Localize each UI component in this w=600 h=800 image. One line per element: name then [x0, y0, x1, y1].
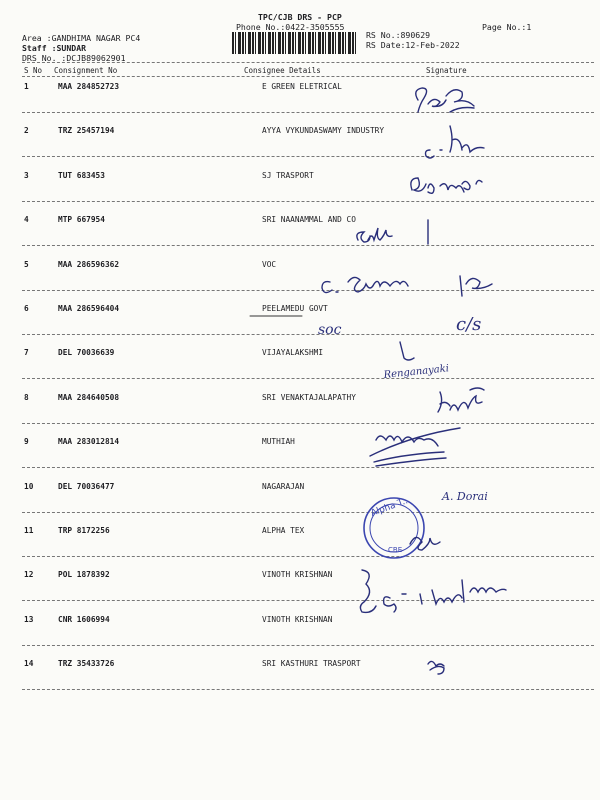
row-sno: 11: [24, 526, 34, 535]
row-divider: [22, 600, 594, 601]
consignee-name: MUTHIAH: [262, 437, 295, 446]
table-row: [0, 526, 600, 570]
consignment-number: DEL 70036477: [58, 482, 115, 491]
consignee-name: SRI NAANAMMAL AND CO: [262, 215, 356, 224]
table-row: [0, 437, 600, 481]
row-divider: [22, 423, 594, 424]
row-sno: 12: [24, 570, 34, 579]
consignment-number: MAA 284852723: [58, 82, 120, 91]
consignee-name: ALPHA TEX: [262, 526, 305, 535]
table-row: [0, 570, 600, 614]
handwritten-signature: Renganayaki: [383, 363, 450, 381]
rs-date: RS Date:12-Feb-2022: [366, 40, 460, 50]
consignee-name: E GREEN ELETRICAL: [262, 82, 342, 91]
table-row: [0, 260, 600, 304]
consignee-name: PEELAMEDU GOVT: [262, 304, 328, 313]
handwritten-signature: A. Dorai: [442, 490, 488, 503]
table-row: [0, 348, 600, 392]
row-sno: 5: [24, 260, 29, 269]
row-sno: 2: [24, 126, 29, 135]
consignee-name: NAGARAJAN: [262, 482, 305, 491]
table-row: [0, 393, 600, 437]
consignment-number: DEL 70036639: [58, 348, 115, 357]
row-divider: [22, 378, 594, 379]
consignment-number: MAA 283012814: [58, 437, 120, 446]
handwritten-note: c/s: [456, 314, 482, 335]
consignee-name: VOC: [262, 260, 277, 269]
consignee-name: SRI KASTHURI TRASPORT: [262, 659, 361, 668]
table-row: [0, 171, 600, 215]
row-divider: [22, 556, 594, 557]
row-divider: [22, 689, 594, 690]
row-sno: 13: [24, 615, 34, 624]
row-sno: 10: [24, 482, 34, 491]
page-number: Page No.:1: [482, 22, 532, 32]
consignment-number: MAA 284640508: [58, 393, 120, 402]
phone-number: Phone No.:0422-3505555: [236, 22, 345, 32]
divider: [22, 62, 594, 63]
row-sno: 4: [24, 215, 29, 224]
rs-number: RS No.:890629: [366, 30, 431, 40]
doc-title: TPC/CJB DRS - PCP: [258, 12, 342, 22]
table-row: [0, 126, 600, 170]
consignment-number: POL 1878392: [58, 570, 110, 579]
col-signature: Signature: [426, 66, 467, 75]
row-divider: [22, 290, 594, 291]
consignment-number: CNR 1606994: [58, 615, 110, 624]
consignee-name: SJ TRASPORT: [262, 171, 314, 180]
barcode: [232, 32, 356, 54]
table-row: [0, 82, 600, 126]
table-row: [0, 659, 600, 703]
consignment-number: MAA 286596404: [58, 304, 120, 313]
table-row: [0, 482, 600, 526]
consignment-number: MTP 667954: [58, 215, 105, 224]
col-consignment: Consignment No: [54, 66, 118, 75]
handwritten-note: soc: [318, 322, 342, 338]
row-divider: [22, 112, 594, 113]
table-row: [0, 215, 600, 259]
consignee-name: VINOTH KRISHNAN: [262, 615, 333, 624]
row-sno: 7: [24, 348, 29, 357]
consignee-name: SRI VENAKTAJALAPATHY: [262, 393, 356, 402]
row-divider: [22, 467, 594, 468]
stamp-subtext: CBE: [388, 546, 403, 554]
row-divider: [22, 245, 594, 246]
row-sno: 6: [24, 304, 29, 313]
row-sno: 8: [24, 393, 29, 402]
row-divider: [22, 156, 594, 157]
row-divider: [22, 201, 594, 202]
table-row: [0, 615, 600, 659]
row-sno: 1: [24, 82, 29, 91]
row-sno: 3: [24, 171, 29, 180]
staff-field: Staff :SUNDAR: [22, 43, 87, 53]
stamp-text: Alpha T..: [369, 496, 410, 519]
consignment-number: TUT 683453: [58, 171, 105, 180]
row-sno: 9: [24, 437, 29, 446]
consignee-name: VINOTH KRISHNAN: [262, 570, 333, 579]
consignment-number: TRZ 35433726: [58, 659, 115, 668]
col-sno: S No: [24, 66, 43, 75]
divider: [22, 76, 594, 77]
consignment-number: TRP 8172256: [58, 526, 110, 535]
consignee-name: VIJAYALAKSHMI: [262, 348, 324, 357]
table-row: [0, 304, 600, 348]
area-field: Area :GANDHIMA NAGAR PC4: [22, 33, 141, 43]
col-consignee: Consignee Details: [244, 66, 321, 75]
consignment-number: MAA 286596362: [58, 260, 120, 269]
row-sno: 14: [24, 659, 34, 668]
row-divider: [22, 512, 594, 513]
drs-number: DRS No. :DCJB89062901: [22, 53, 126, 63]
consignment-number: TRZ 25457194: [58, 126, 115, 135]
row-divider: [22, 334, 594, 335]
consignee-name: AYYA VYKUNDASWAMY INDUSTRY: [262, 126, 385, 135]
row-divider: [22, 645, 594, 646]
